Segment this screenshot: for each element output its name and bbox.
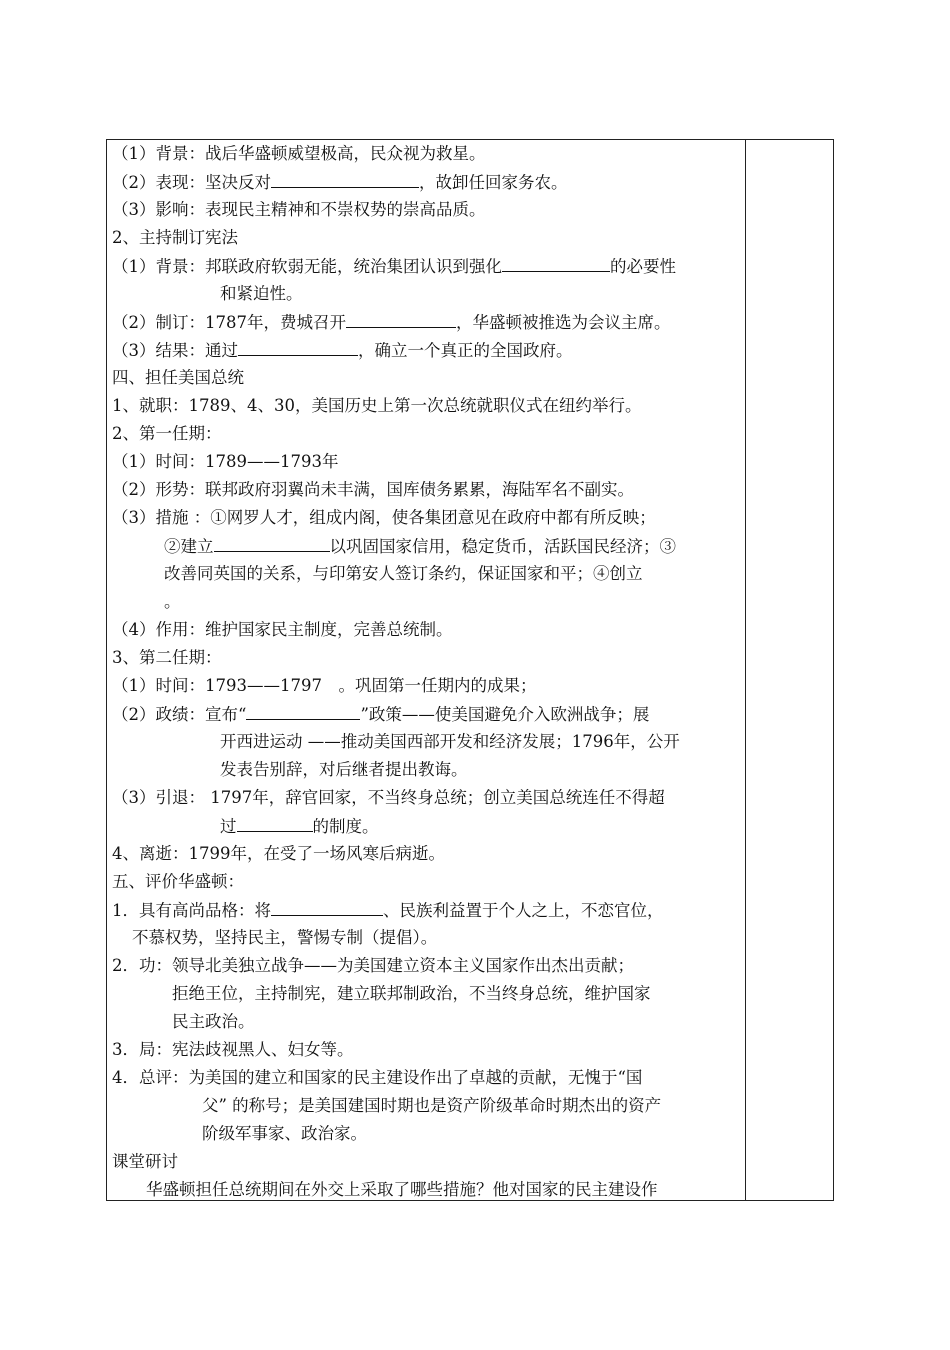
text-line: 不慕权势，坚持民主，警惕专制（提倡）。 (132, 928, 438, 947)
text-line: 。 (164, 592, 181, 611)
text-line: （1）时间：1793——1797 。巩固第一任期内的成果； (112, 676, 537, 695)
text-line: （1）时间：1789——1793年 (112, 452, 339, 471)
text-line: 3、第二任期： (112, 648, 222, 667)
text-line: ②建立 以巩固国家信用，稳定货币，活跃国民经济；③ (164, 537, 676, 556)
text-line: 父” 的称号；是美国建国时期也是资产阶级革命时期杰出的资产 (202, 1096, 662, 1115)
text-line: （1）背景：战后华盛顿威望极高，民众视为救星。 (112, 144, 486, 163)
fill-blank[interactable] (271, 900, 383, 916)
fill-blank[interactable] (238, 340, 358, 356)
text-line: 4．总评：为美国的建立和国家的民主建设作出了卓越的贡献，无愧于“国 (112, 1068, 643, 1087)
text-line: 拒绝王位，主持制宪，建立联邦制政治，不当终身总统，维护国家 (172, 984, 651, 1003)
fill-blank[interactable] (346, 312, 456, 328)
text-line: （2）表现：坚决反对 ，故卸任回家务农。 (112, 173, 568, 192)
text-line: 开西进运动 ——推动美国西部开发和经济发展；1796年，公开 (220, 732, 680, 751)
text-line: 民主政治。 (172, 1012, 255, 1031)
fill-blank[interactable] (246, 704, 360, 720)
text-line: 和紧迫性。 (220, 284, 303, 303)
text-line: 1．具有高尚品格：将 、民族利益置于个人之上，不恋官位， (112, 901, 664, 920)
text-line: 过 的制度。 (220, 817, 379, 836)
text-line: 五、评价华盛顿： (112, 872, 244, 891)
text-line: （3）引退： 1797年，辞官回家，不当终身总统；创立美国总统连任不得超 (112, 788, 665, 807)
text-line: 2．功：领导北美独立战争——为美国建立资本主义国家作出杰出贡献； (112, 956, 634, 975)
text-line: （3）结果：通过 ，确立一个真正的全国政府。 (112, 341, 573, 360)
text-line: （4）作用：维护国家民主制度，完善总统制。 (112, 620, 453, 639)
text-line: 4、离逝：1799年，在受了一场风寒后病逝。 (112, 844, 445, 863)
text-line: 改善同英国的关系，与印第安人签订条约，保证国家和平；④创立 (164, 564, 643, 583)
text-line: 1、就职：1789、4、30，美国历史上第一次总统就职仪式在纽约举行。 (112, 396, 642, 415)
text-line: （2）制订：1787年，费城召开 ，华盛顿被推选为会议主席。 (112, 313, 671, 332)
text-line: 2、主持制订宪法 (112, 228, 238, 247)
text-line: 课堂研讨 (112, 1152, 178, 1171)
text-line: 3．局：宪法歧视黑人、妇女等。 (112, 1040, 354, 1059)
text-line: （1）背景：邦联政府软弱无能，统治集团认识到强化 的必要性 (112, 257, 676, 276)
text-line: 华盛顿担任总统期间在外交上采取了哪些措施？他对国家的民主建设作 (146, 1180, 658, 1199)
fill-blank[interactable] (214, 536, 330, 552)
text-line: 发表告别辞，对后继者提出教诲。 (220, 760, 468, 779)
text-line: （2）政绩：宣布“ ”政策——使美国避免介入欧洲战争；展 (112, 705, 650, 724)
fill-blank[interactable] (502, 256, 610, 272)
fill-blank[interactable] (237, 816, 313, 832)
text-line: 2、第一任期： (112, 424, 222, 443)
fill-blank[interactable] (271, 172, 419, 188)
text-line: （3）影响：表现民主精神和不崇权势的崇高品质。 (112, 200, 486, 219)
text-line: （2）形势：联邦政府羽翼尚未丰满，国库债务累累，海陆军名不副实。 (112, 480, 634, 499)
text-line: 阶级军事家、政治家。 (202, 1124, 367, 1143)
text-line: （3）措施 ：①网罗人才，组成内阁，使各集团意见在政府中都有所反映； (112, 508, 656, 527)
text-line: 四、担任美国总统 (112, 368, 244, 387)
column-divider (745, 139, 746, 1201)
